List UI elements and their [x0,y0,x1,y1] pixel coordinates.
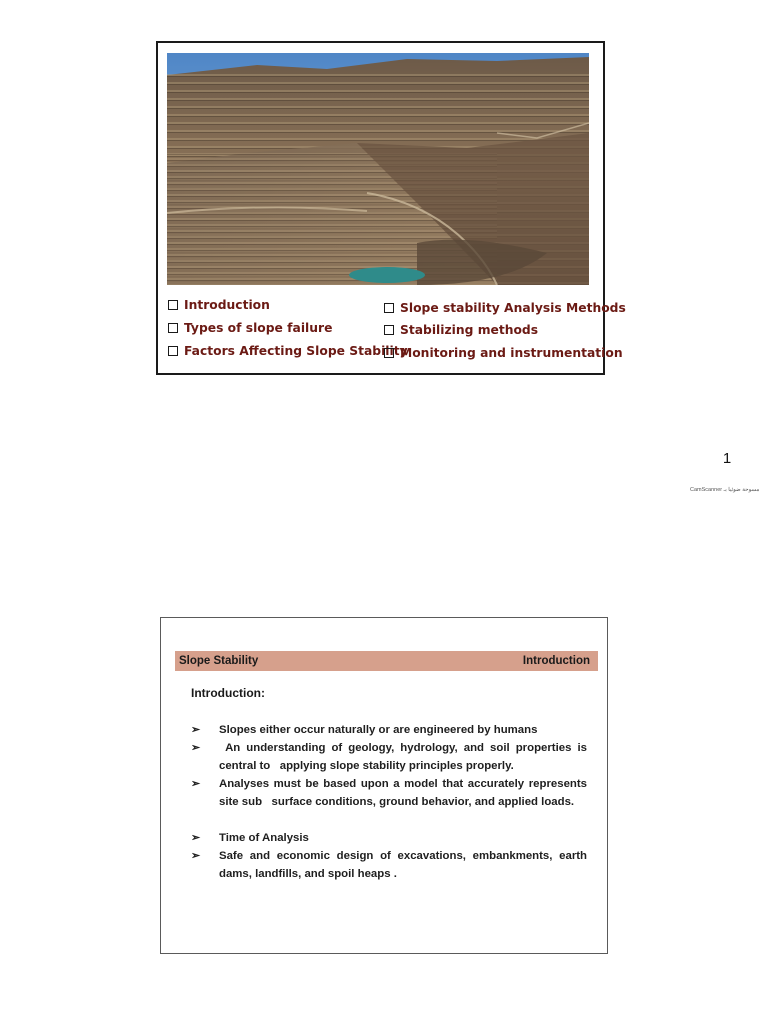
topic-item: Monitoring and instrumentation [384,346,623,360]
arrow-bullet-icon: ➢ [191,850,201,862]
arrow-bullet-icon: ➢ [191,778,201,790]
section-heading: Introduction: [191,686,265,700]
arrow-bullet-icon: ➢ [191,742,201,754]
topic-list [166,295,626,369]
checkbox-square-icon [384,303,394,313]
slide-2 [160,617,608,954]
page-number: 1 [722,450,732,467]
header-left-title: Slope Stability [179,655,259,667]
topic-item: Factors Affecting Slope Stability [168,344,408,358]
open-pit-mine-photo [167,53,589,285]
arrow-bullet-icon: ➢ [191,832,201,844]
topic-item: Introduction [168,298,270,312]
topic-item: Stabilizing methods [384,323,538,337]
checkbox-square-icon [168,300,178,310]
slide-1 [156,41,626,375]
checkbox-square-icon [168,346,178,356]
bullet-item: ➢ Analyses must be based upon a model that accurately represents site sub surface conditions, ground behavior, and applied loads. [191,775,587,811]
mine-illustration [167,53,589,285]
checkbox-square-icon [168,323,178,333]
topic-item: Slope stability Analysis Methods [384,301,626,315]
topic-item: Types of slope failure [168,321,332,335]
checkbox-square-icon [384,348,394,358]
bullet-item: ➢ An understanding of geology, hydrology, and soil properties is central to applying slope stability principles properly. [191,739,587,775]
bullet-item: ➢ Time of Analysis [191,829,587,847]
bullet-item: ➢ Safe and economic design of excavations, embankments, earth dams, landfills, and spoil heaps . [191,847,587,883]
scanner-watermark: CamScanner مسوحة ضوئيا بـ [690,487,760,493]
arrow-bullet-icon: ➢ [191,724,201,736]
slide-header-bar [175,651,598,671]
bullet-item: ➢ Slopes either occur naturally or are engineered by humans [191,721,587,739]
checkbox-square-icon [384,325,394,335]
header-right-title: Introduction [522,655,590,667]
